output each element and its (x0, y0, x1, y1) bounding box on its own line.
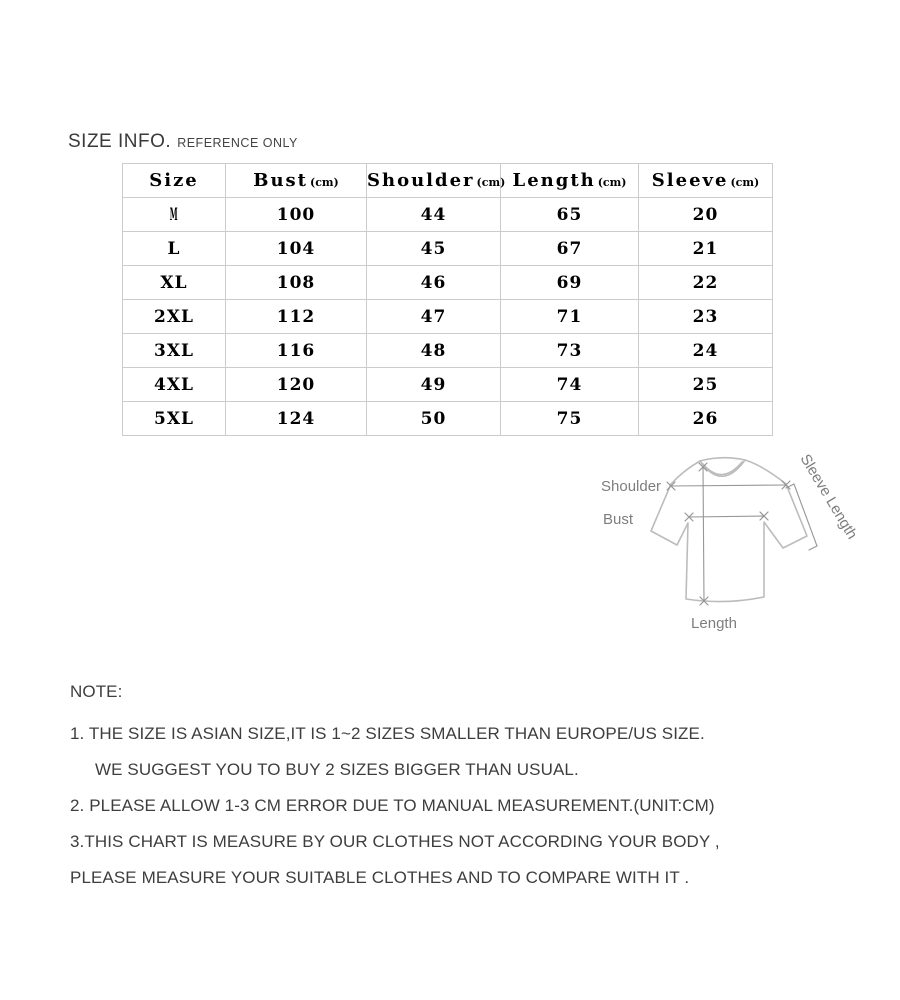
value-cell: 100 (226, 198, 367, 232)
tshirt-measurement-diagram (560, 440, 870, 655)
page-title: SIZE INFO. (68, 131, 172, 152)
sleeve-length-label: Sleeve Length (796, 451, 861, 543)
note-title: NOTE: (70, 682, 123, 701)
notes-section (70, 682, 860, 896)
size-table (122, 163, 773, 436)
column-header-size: Size (123, 164, 226, 198)
note-line: 1. THE SIZE IS ASIAN SIZE,IT IS 1~2 SIZES SMALLER THAN EUROPE/US SIZE. (70, 724, 705, 743)
note-line: 2. PLEASE ALLOW 1-3 CM ERROR DUE TO MANUAL MEASUREMENT.(UNIT:CM) (70, 796, 715, 815)
note-line: PLEASE MEASURE YOUR SUITABLE CLOTHES AND TO COMPARE WITH IT . (70, 868, 690, 887)
column-header-sleeve: Sleeve (cm) (639, 164, 773, 198)
size-table-body (123, 198, 773, 436)
value-cell: 65 (501, 198, 639, 232)
page-subtitle: REFERENCE ONLY (177, 136, 298, 150)
shoulder-label: Shoulder (601, 478, 662, 495)
column-header-bust: Bust (cm) (226, 164, 367, 198)
value-cell: 73 (501, 334, 639, 368)
value-cell: 45 (367, 232, 501, 266)
value-cell: 24 (639, 334, 773, 368)
size-cell: 5XL (123, 402, 226, 436)
table-row (123, 300, 773, 334)
value-cell: 108 (226, 266, 367, 300)
x-marks (667, 463, 790, 605)
value-cell: 49 (367, 368, 501, 402)
table-row (123, 402, 773, 436)
value-cell: 67 (501, 232, 639, 266)
value-cell: 50 (367, 402, 501, 436)
size-cell: L (123, 232, 226, 266)
value-cell: 26 (639, 402, 773, 436)
size-cell: 4XL (123, 368, 226, 402)
table-row (123, 266, 773, 300)
value-cell: 124 (226, 402, 367, 436)
value-cell: 20 (639, 198, 773, 232)
page-heading (68, 131, 298, 153)
table-row (123, 368, 773, 402)
size-cell: 3XL (123, 334, 226, 368)
table-row (123, 198, 773, 232)
value-cell: 48 (367, 334, 501, 368)
size-cell: 2XL (123, 300, 226, 334)
value-cell: 112 (226, 300, 367, 334)
note-lines (70, 716, 860, 896)
tshirt-outline-icon (651, 458, 807, 602)
value-cell: 21 (639, 232, 773, 266)
column-header-shoulder: Shoulder (cm) (367, 164, 501, 198)
value-cell: 71 (501, 300, 639, 334)
value-cell: 46 (367, 266, 501, 300)
value-cell: 104 (226, 232, 367, 266)
table-row (123, 232, 773, 266)
size-cell: XL (123, 266, 226, 300)
size-table-header-row (123, 164, 773, 198)
value-cell: 120 (226, 368, 367, 402)
measurement-lines (667, 463, 817, 605)
value-cell: 47 (367, 300, 501, 334)
bust-label: Bust (603, 511, 634, 528)
value-cell: 116 (226, 334, 367, 368)
value-cell: 44 (367, 198, 501, 232)
note-line: 3.THIS CHART IS MEASURE BY OUR CLOTHES NOT ACCORDING YOUR BODY , (70, 832, 720, 851)
value-cell: 25 (639, 368, 773, 402)
value-cell: 74 (501, 368, 639, 402)
value-cell: 23 (639, 300, 773, 334)
note-line: WE SUGGEST YOU TO BUY 2 SIZES BIGGER THAN USUAL. (95, 760, 579, 779)
length-label: Length (691, 615, 737, 632)
value-cell: 22 (639, 266, 773, 300)
column-header-length: Length (cm) (501, 164, 639, 198)
table-row (123, 334, 773, 368)
value-cell: 75 (501, 402, 639, 436)
value-cell: 69 (501, 266, 639, 300)
size-cell: M (123, 198, 226, 232)
